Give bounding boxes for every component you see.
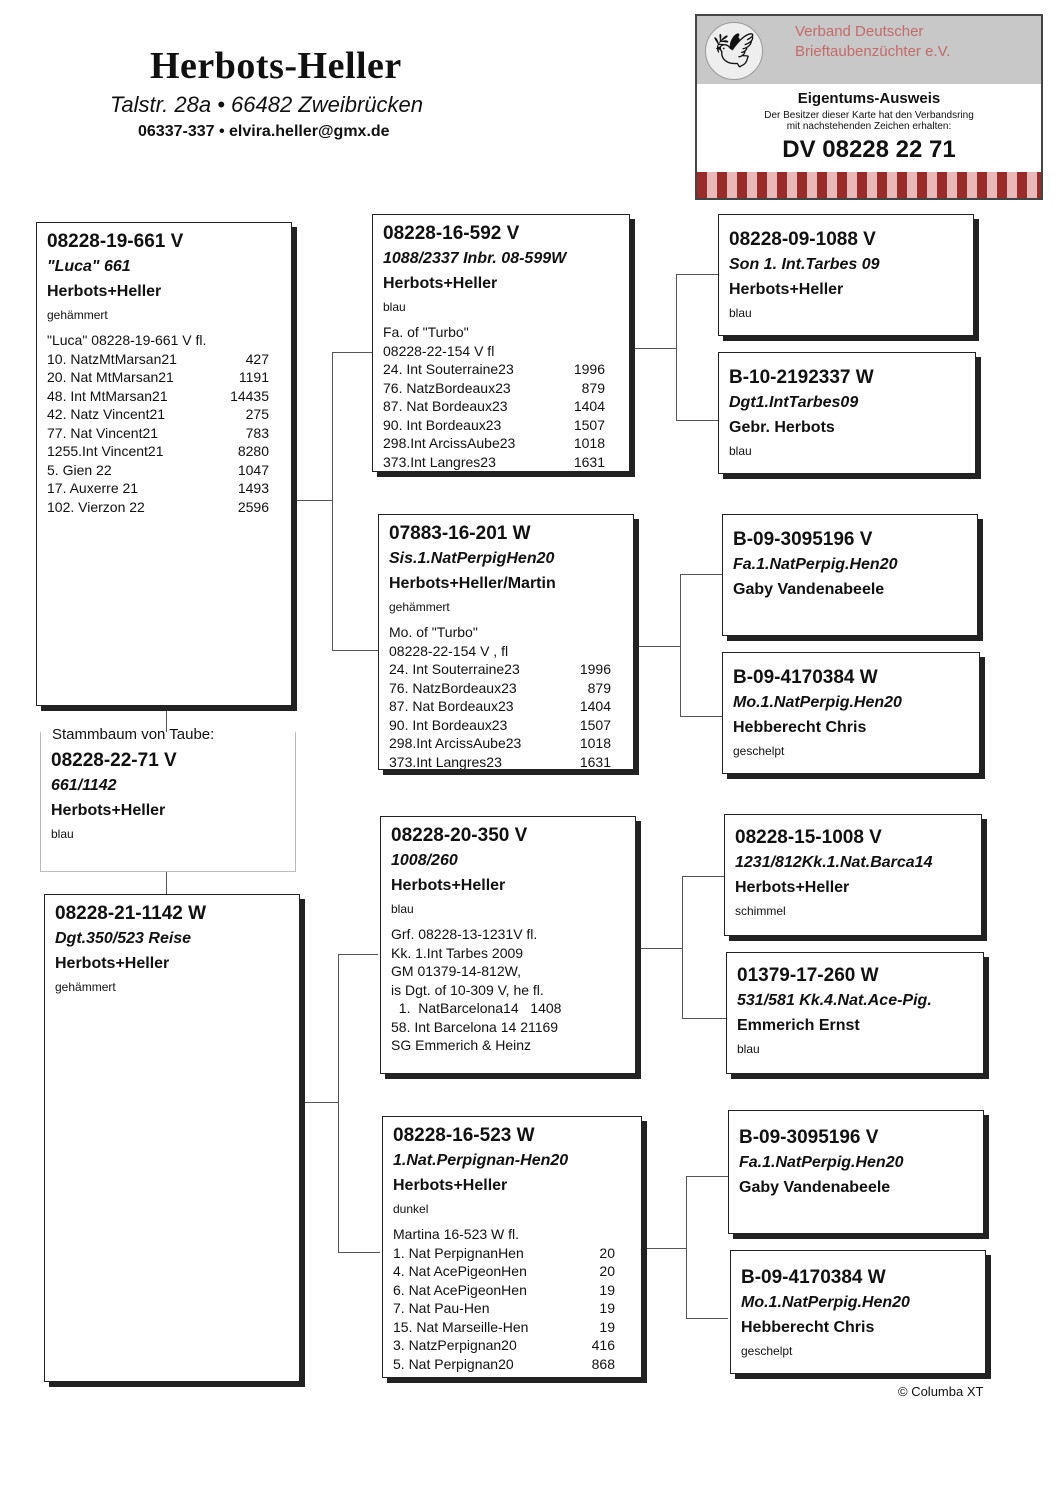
stork-logo-icon: 🕊 [705, 22, 763, 80]
color: gehämmert [55, 980, 116, 994]
color: blau [391, 902, 414, 916]
color: gehämmert [389, 600, 450, 614]
connector [682, 876, 683, 1018]
perf-row: 1255.Int Vincent21 8280 [47, 443, 269, 459]
connector [338, 954, 339, 1252]
perf-row: 20. Nat MtMarsan21 1191 [47, 369, 269, 385]
connector [332, 352, 333, 650]
connector [296, 500, 332, 501]
perf-row: 76. NatzBordeaux23 879 [383, 379, 605, 396]
color: gehämmert [47, 308, 108, 322]
perf-row: 5. Nat Perpignan20 868 [393, 1355, 615, 1372]
pigeon-mm [382, 1116, 642, 1378]
breeder: Herbots+Heller [51, 802, 166, 819]
pigeon-ffm [718, 352, 976, 474]
card-text-line2: mit nachstehenden Zeichen erhalten: [786, 121, 952, 132]
connector [686, 1318, 728, 1319]
pigeon-mmm [730, 1250, 986, 1374]
pigeon-subtitle: Dgt1.IntTarbes09 [729, 394, 859, 411]
pigeon-subtitle: Fa.1.NatPerpig.Hen20 [739, 1154, 904, 1171]
pigeon-mmf [728, 1110, 984, 1234]
ring-number: B-09-3095196 V [733, 529, 873, 550]
perf-row: 90. Int Bordeaux23 1507 [389, 716, 611, 733]
card-header [697, 16, 1041, 84]
breeder-contact: 06337-337 • elvira.heller@gmx.de [138, 123, 390, 140]
color: geschelpt [733, 744, 785, 758]
ring-number: 08228-19-661 V [47, 231, 184, 252]
color: blau [383, 300, 406, 314]
breeder: Herbots+Heller [729, 281, 844, 298]
pigeon-mfm [726, 952, 984, 1074]
perf-row: 42. Natz Vincent21 275 [47, 406, 269, 422]
note-line: is Dgt. of 10-309 V, he fl. [391, 981, 544, 998]
perf-row: 76. NatzBordeaux23 879 [389, 679, 611, 696]
perf-intro: "Luca" 08228-19-661 V fl. [47, 332, 207, 348]
ring-number: 08228-16-523 W [393, 1125, 535, 1146]
perf-row: 373.Int Langres23 1631 [383, 453, 605, 470]
perf-intro: Martina 16-523 W fl. [393, 1226, 520, 1242]
card-org-line1: Verband Deutscher [795, 23, 924, 40]
note-line: GM 01379-14-812W, [391, 963, 521, 979]
pigeon-subtitle: 1.Nat.Perpignan-Hen20 [393, 1152, 569, 1169]
perf-row: 102. Vierzon 22 2596 [47, 498, 269, 515]
breeder: Hebberecht Chris [741, 1319, 875, 1336]
perf-row: 6. Nat AcePigeonHen 19 [393, 1281, 615, 1298]
performance-list [393, 1225, 631, 1373]
ring-number: B-10-2192337 W [729, 367, 874, 388]
pigeon-mff [724, 814, 982, 936]
breeder: Herbots+Heller [47, 283, 162, 300]
ring-number: 08228-21-1142 W [55, 903, 207, 924]
copyright: © Columba XT [898, 1384, 984, 1399]
pigeon-subtitle: 1008/260 [391, 852, 458, 869]
ring-number: B-09-3095196 V [739, 1127, 879, 1148]
perf-row: 3. NatzPerpignan20 416 [393, 1337, 615, 1353]
perf-row: 17. Auxerre 21 1493 [47, 480, 269, 496]
pigeon-subtitle: Mo.1.NatPerpig.Hen20 [741, 1294, 910, 1311]
notes-list [391, 925, 625, 1055]
pigeon-subtitle: Sis.1.NatPerpigHen20 [389, 550, 555, 567]
pigeon-subtitle: 1231/812Kk.1.Nat.Barca14 [735, 854, 933, 871]
pigeon-subtitle: Mo.1.NatPerpig.Hen20 [733, 694, 902, 711]
connector [680, 574, 681, 716]
perf-row: 5. Gien 22 1047 [47, 461, 269, 478]
breeder: Herbots+Heller/Martin [389, 575, 556, 592]
pigeon-mf [380, 816, 636, 1074]
note-line: Kk. 1.Int Tarbes 2009 [391, 944, 524, 961]
pigeon-ff [372, 214, 630, 472]
perf-row: 298.Int ArcissAube23 1018 [383, 435, 605, 451]
color: geschelpt [741, 1344, 793, 1358]
perf-row: 15. Nat Marseille-Hen 19 [393, 1318, 615, 1335]
connector [166, 872, 167, 894]
color: blau [51, 827, 74, 841]
breeder: Gaby Vandenabeele [739, 1179, 891, 1196]
pigeon-fff [718, 214, 974, 336]
perf-intro: 08228-22-154 V fl [383, 342, 495, 359]
connector [638, 646, 680, 647]
breeder: Herbots+Heller [391, 877, 506, 894]
perf-intro: Fa. of "Turbo" [383, 324, 469, 340]
connector [676, 274, 677, 420]
pigeon-subject [40, 732, 296, 872]
perf-row: 24. Int Souterraine23 1996 [383, 361, 605, 377]
pigeon-fmf [722, 514, 978, 636]
pigeon-father [36, 222, 292, 706]
note-line: 58. Int Barcelona 14 21169 [391, 1018, 559, 1035]
connector [682, 1018, 726, 1019]
performance-list [389, 623, 623, 770]
pedigree-label: Stammbaum von Taube: [52, 726, 215, 743]
ring-number: B-09-4170384 W [733, 667, 878, 688]
ring-number: 08228-22-71 V [51, 750, 177, 771]
card-org-line2: Brieftaubenzüchter e.V. [795, 43, 951, 60]
pigeon-subtitle: Fa.1.NatPerpig.Hen20 [733, 556, 898, 573]
pigeon-fmm [722, 652, 980, 774]
ring-number: 08228-16-592 V [383, 223, 520, 244]
perf-row: 373.Int Langres23 1631 [389, 753, 611, 770]
card-org [795, 22, 950, 62]
ring-number: 01379-17-260 W [737, 965, 879, 986]
connector [686, 1176, 728, 1177]
breeder: Gaby Vandenabeele [733, 581, 885, 598]
pigeon-subtitle: 531/581 Kk.4.Nat.Ace-Pig. [737, 992, 932, 1009]
connector [676, 420, 718, 421]
connector [644, 1248, 686, 1249]
performance-list [383, 323, 619, 471]
color: blau [729, 444, 752, 458]
ring-number: 08228-15-1008 V [735, 827, 882, 848]
card-text-line1: Der Besitzer dieser Karte hat den Verbandsring [764, 110, 974, 121]
note-line: Grf. 08228-13-1231V fl. [391, 926, 538, 942]
color: schimmel [735, 904, 786, 918]
connector [332, 650, 378, 651]
ring-number: 08228-09-1088 V [729, 229, 876, 250]
breeder: Herbots+Heller [383, 275, 498, 292]
perf-row: 10. NatzMtMarsan21 427 [47, 350, 269, 367]
breeder: Gebr. Herbots [729, 419, 835, 436]
connector [686, 1176, 687, 1318]
note-line: 1. NatBarcelona14 1408 [391, 1000, 562, 1016]
pigeon-subtitle: 1088/2337 Inbr. 08-599W [383, 250, 567, 267]
pigeon-subtitle: "Luca" 661 [47, 258, 131, 275]
perf-row: 77. Nat Vincent21 783 [47, 424, 269, 441]
perf-intro: Mo. of "Turbo" [389, 624, 478, 640]
perf-row: 87. Nat Bordeaux23 1404 [383, 398, 605, 414]
note-line: SG Emmerich & Heinz [391, 1037, 532, 1053]
breeder: Herbots+Heller [735, 879, 850, 896]
breeder: Herbots+Heller [55, 955, 170, 972]
ownership-card [695, 14, 1043, 200]
connector [640, 948, 682, 949]
pigeon-mother [44, 894, 300, 1382]
connector [634, 348, 676, 349]
perf-row: 1. Nat PerpignanHen 20 [393, 1244, 615, 1261]
connector [332, 352, 372, 353]
perf-row: 4. Nat AcePigeonHen 20 [393, 1263, 615, 1279]
color: blau [729, 306, 752, 320]
perf-row: 48. Int MtMarsan21 14435 [47, 387, 269, 404]
breeder-name: Herbots-Heller [150, 45, 402, 87]
ring-number: B-09-4170384 W [741, 1267, 886, 1288]
connector [304, 1102, 338, 1103]
breeder-address: Talstr. 28a • 66482 Zweibrücken [110, 92, 424, 117]
pigeon-subtitle: Son 1. Int.Tarbes 09 [729, 256, 880, 273]
perf-row: 87. Nat Bordeaux23 1404 [389, 698, 611, 714]
color: dunkel [393, 1202, 429, 1216]
perf-intro: 08228-22-154 V , fl [389, 642, 509, 659]
breeder: Emmerich Ernst [737, 1017, 860, 1034]
connector [680, 574, 722, 575]
pigeon-subtitle: 661/1142 [51, 777, 117, 794]
connector [676, 274, 718, 275]
connector [682, 876, 724, 877]
card-stripe [697, 172, 1041, 200]
pigeon-fm [378, 514, 634, 770]
ring-number: 07883-16-201 W [389, 523, 531, 544]
pigeon-subtitle: Dgt.350/523 Reise [55, 930, 192, 947]
card-body [697, 84, 1041, 172]
card-title: Eigentums-Ausweis [797, 90, 941, 107]
breeder: Herbots+Heller [393, 1177, 508, 1194]
perf-row: 298.Int ArcissAube23 1018 [389, 735, 611, 751]
breeder: Hebberecht Chris [733, 719, 867, 736]
color: blau [737, 1042, 760, 1056]
connector [338, 954, 378, 955]
perf-row: 90. Int Bordeaux23 1507 [383, 416, 605, 433]
perf-row: 24. Int Souterraine23 1996 [389, 661, 611, 677]
ring-number: 08228-20-350 V [391, 825, 528, 846]
connector [338, 1252, 380, 1253]
perf-row: 7. Nat Pau-Hen 19 [393, 1300, 615, 1316]
card-text [697, 110, 1041, 132]
performance-list [47, 331, 281, 516]
card-ring: DV 08228 22 71 [782, 136, 956, 163]
connector [680, 716, 722, 717]
